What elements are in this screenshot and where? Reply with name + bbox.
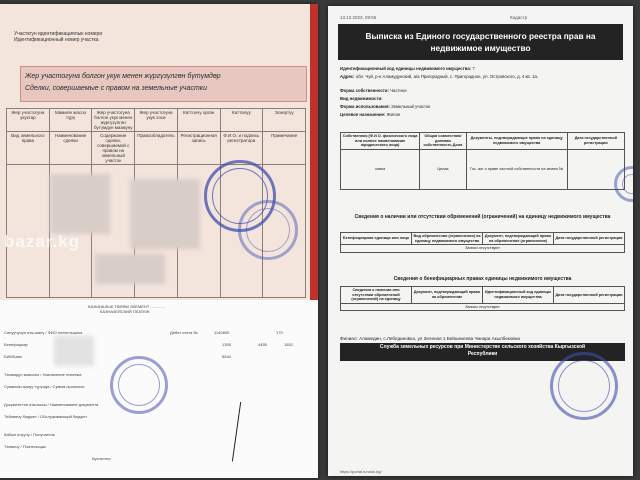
field-purpose: Целевое назначение: Жилое [340, 112, 401, 117]
extract-title [338, 24, 623, 60]
print-site: Кадастр [510, 15, 528, 20]
field-ownership: Форма собственности: Частное [340, 88, 407, 93]
receipt-line: Документтин аталышы / Наименование документа [4, 402, 99, 407]
col-subheader: Регистрационная запись [177, 132, 220, 165]
code: 5544 [222, 354, 231, 359]
field-address: Адрес: обл. Чуй, р-н Аламудунский, а/а Пригородный, с. Пригородное, ул. Островского, д. 4 кв. 1а. [340, 74, 539, 79]
code: 1355 [222, 342, 231, 347]
encumbrance-col-header: Документ, подтверждающий право на обременение (ограничение) [483, 233, 554, 245]
header-kg: Участкгун идентификациялык номери [14, 31, 103, 37]
service-line-1: Служба земельных ресурсов при Министерстве сельского хозяйства Кыргызской [379, 344, 586, 350]
col-subheader: Ф.И.О. и подпись регистратора [220, 132, 263, 165]
col-subheader: Вид земельного права [7, 132, 50, 165]
col-subheader: Примечание [263, 132, 306, 165]
col-header: Жер участогуна болгон укук менен жүргүзүлгөн бүтүмдүн мазмуну [92, 109, 135, 132]
owners-col-header: Дата государственной регистрации [567, 133, 624, 150]
beneficiary-table [340, 286, 625, 311]
receipt-line: Бенефициар [4, 342, 28, 347]
code: 4455 [258, 342, 267, 347]
receipt-line: Кабыл алуучу / Получатель [4, 432, 56, 437]
receipt-line: Төлөөчү / Плательщик [4, 444, 46, 449]
print-date: 13.12.2023, 09:55 [340, 15, 377, 20]
parcel-id-header [14, 31, 214, 43]
receipt-line: Төлөмдүн максаты / Назначение платежа [4, 372, 82, 377]
document-cell: Гос. акт о праве частной собственности на землю № [466, 149, 567, 189]
redacted-area [50, 174, 110, 234]
col-subheader: Содержание сделки, совершаемой с правом на земельный участок [92, 132, 135, 165]
owners-table [340, 132, 625, 190]
official-stamp [238, 200, 298, 260]
encumbrance-col-header: Вид обременения (ограничения) на единицу недвижимого имущества [412, 233, 483, 245]
header-ru: Идентификационный номер участка [14, 37, 99, 43]
service-line-2: Республики [467, 351, 498, 357]
owners-col-header: Документы, подтверждающие право на единицу недвижимого имущества [466, 133, 567, 150]
owner-cell: ковна [341, 149, 420, 189]
extract-stamp [550, 352, 618, 420]
field-usage: Форма использования: Земельный участок [340, 104, 431, 109]
account-number: 1140800 [214, 330, 230, 335]
receipt-subtitle: КАЗНАЧЕЙСКИЙ ПЛАТЕЖ [100, 309, 150, 314]
col-header: Мамиле жасоо түрү [49, 109, 92, 132]
col-header: Каттоочу орган [177, 109, 220, 132]
watermark: bazar.kg [4, 232, 81, 251]
payment-receipt [0, 300, 318, 478]
receipt-stamp [110, 356, 168, 414]
receipt-line: Сумманы жазуу түрүндө / Сумма прописью [4, 384, 85, 389]
transactions-banner [20, 66, 307, 102]
beneficiary-section-title: Сведения о бенефициарных правах единицы недвижимого имущества [393, 276, 572, 282]
encumbrance-col-header: Дата государственной регистрации [554, 233, 625, 245]
account-label: Дебет счета № [170, 330, 198, 335]
beneficiary-col-header: Дата государственной регистрации [554, 287, 625, 304]
empty-note: Записи отсутствуют [341, 245, 625, 253]
receipt-title: КАЗЫНАЛЫК ТӨЛӨМ ЭЛЕМЕНТ ............. [88, 304, 165, 309]
beneficiary-col-header: Идентификационный код единицы недвижимого имущества [483, 287, 554, 304]
beneficiary-col-header: Документ, подтверждающий право на обременение [412, 287, 483, 304]
receipt-line: БИК/Банк [4, 354, 22, 359]
receipt-line: Салуучунун аты-жөнү / ФИО плательщика [4, 330, 83, 335]
encumbrance-section-title: Сведения о наличии или отсутствии обременений (ограничений) на единицу недвижимого имущества [354, 214, 611, 220]
redacted-area [54, 336, 94, 366]
left-page-certificate [0, 4, 318, 478]
title-line-2: недвижимое имущество [430, 43, 531, 53]
empty-note: Записи отсутствуют [341, 303, 625, 311]
receipt-line: Тейлөөчү бюджет / Обслуживающий бюджет [4, 414, 88, 419]
col-subheader: Правообладатель [135, 132, 178, 165]
code: 1552 [284, 342, 293, 347]
owners-col-header: Общая совместная/ долевая собственность Доля [420, 133, 466, 150]
field-id: Идентификационный код единицы недвижимого имущества: 7 [340, 66, 475, 71]
redacted-area [95, 254, 165, 284]
receipt-line: Бухгалтер [92, 456, 111, 461]
col-header: Жер участогуна укук ээси [135, 109, 178, 132]
banner-ru: Сделки, совершаемые с правом на земельные участки [25, 85, 207, 92]
amount: 170 [276, 330, 283, 335]
field-property-type: Вид недвижимости: [340, 96, 383, 101]
encumbrance-table [340, 232, 625, 253]
filial-line: Филиал: Аламедин, с.Лебединовка, ул Зеленая 1 Бейшекеева Чинара Акылбековна [340, 336, 520, 341]
title-line-1: Выписка из Единого государственного реестра прав на [365, 31, 596, 41]
col-header: Жер участогуна укуктар [7, 109, 50, 132]
col-subheader: Наименование сделки [49, 132, 92, 165]
encumbrance-col-header: Бенефициарная единица или лицо [341, 233, 412, 245]
page-url: https://portal.tunduk.kg/ [340, 469, 382, 474]
share-cell: Целая [420, 149, 466, 189]
redacted-area [130, 179, 200, 249]
col-header: Катталуу [220, 109, 263, 132]
col-header: Эскертүү [263, 109, 306, 132]
owners-col-header: Собственник (Ф.И.О. физического лица или полное наименование юридического лица) [341, 133, 420, 150]
beneficiary-col-header: Сведения о наличии или отсутствии обременений (ограничений) на единицу [341, 287, 412, 304]
right-page-extract [328, 6, 633, 476]
banner-kg: Жер участогуна болгон укук менен жүргүзүлгөн бүтүмдөр [25, 73, 221, 80]
